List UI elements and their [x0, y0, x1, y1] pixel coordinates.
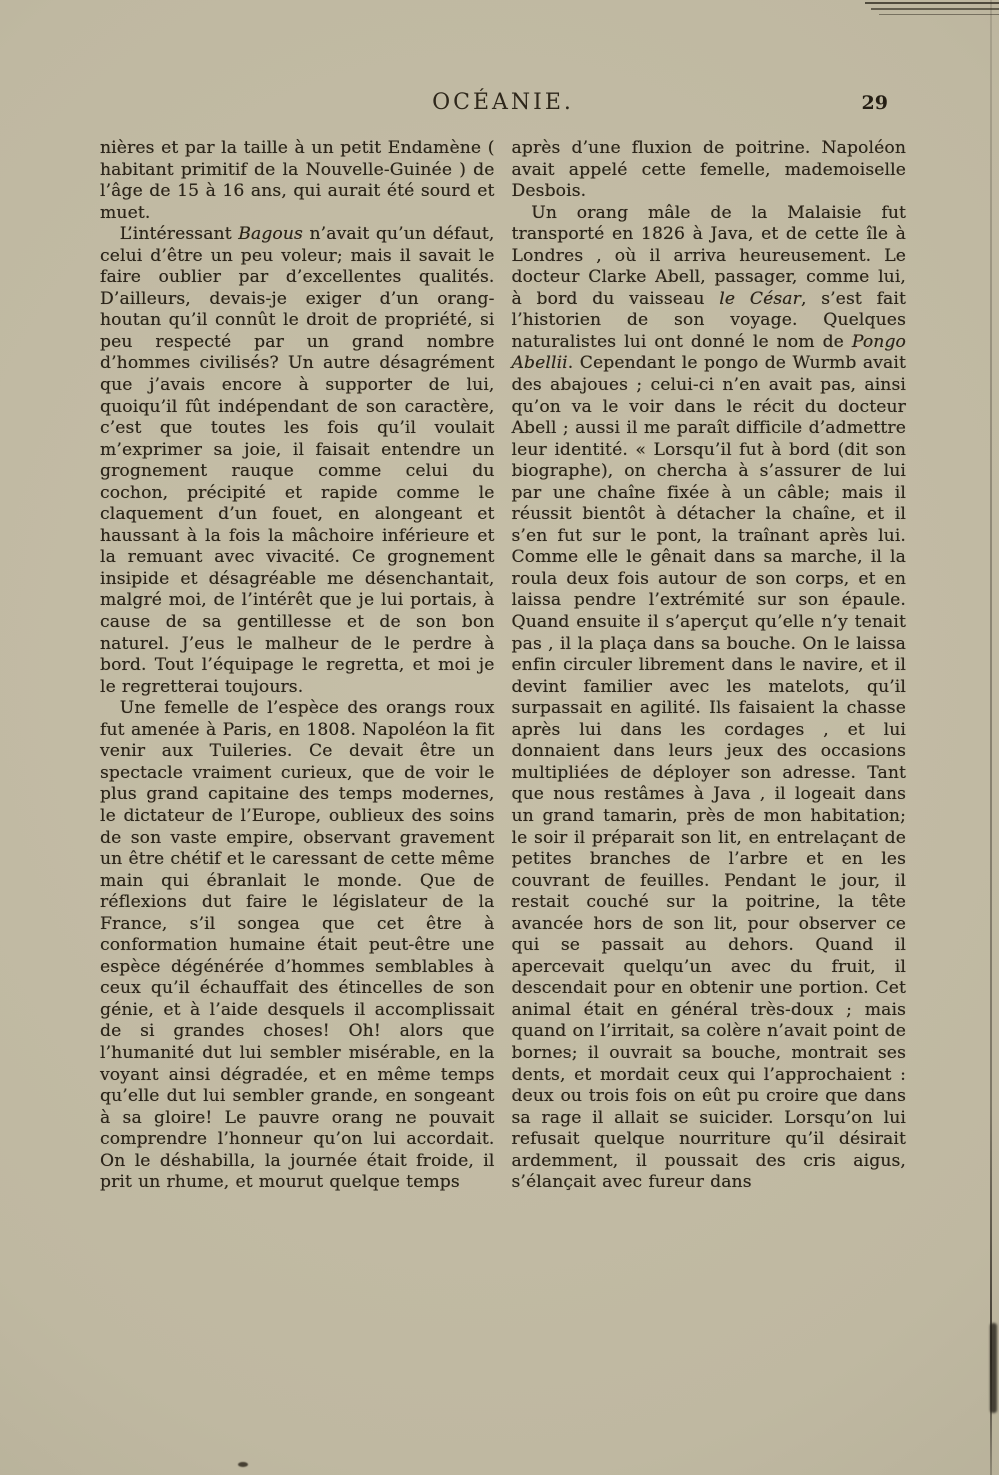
page-number: 29	[861, 92, 888, 114]
paragraph	[100, 138, 495, 224]
body-text: après d’une fluxion de poitrine. Napoléon avait appelé cette femelle, mademoiselle Desbois.	[511, 138, 906, 202]
scan-artifact-right-edge	[990, 0, 992, 1475]
body-text: Un orang mâle de la Malaisie fut transporté en 1826 à Java, et de cette île à Londres , où il arriva heureusement. Le docteur Clarke Abell, passager, comme lui, à bord du vaisseau	[511, 202, 906, 309]
italic-text: le César	[719, 288, 801, 309]
body-text: , s’est fait l’historien de son voyage. Quelques naturalistes lui ont donné le nom de	[511, 288, 906, 352]
paragraph	[100, 698, 495, 1194]
page-header	[100, 90, 906, 124]
text-column-left	[100, 138, 495, 1194]
body-text: n’avait qu’un défaut, celui d’être un peu voleur; mais il savait le faire oublier par d’excellentes qualités. D’ailleurs, devais-je exiger d’un orang-houtan qu’il connût le droit de propriété, si peu respecté par un grand nombre d’hommes civilisés? Un autre désagrément que j’avais encore à supporter de lui, quoiqu’il fût indépendant de son caractère, c’est que toutes les fois qu’il voulait m’exprimer sa joie, il faisait entendre un grognement rauque comme celui du cochon, précipité et rapide comme le claquement d’un fouet, en alongeant et haussant à la fois la mâchoire inférieure et la remuant avec vivacité. Ce grognement insipide et désagréable me désenchantait, malgré moi, de l’intérêt que je lui portais, à cause de sa gentillesse et de son bon naturel. J’eus le malheur de le perdre à bord. Tout l’équipage le regretta, et moi je le regretterai toujours.	[100, 224, 495, 697]
scan-artifact-corner-mark	[990, 1323, 997, 1413]
scan-artifact-top-edge-line	[871, 8, 999, 10]
page-title: OCÉANIE.	[432, 90, 574, 115]
paragraph	[512, 203, 907, 1194]
italic-text: Bagous	[238, 224, 303, 245]
two-column-text	[100, 138, 906, 1194]
scan-artifact-top-edge-line	[865, 2, 999, 4]
body-text: . Cependant le pongo de Wurmb avait des abajoues ; celui-ci n’en avait pas, ainsi qu’on va le voir dans le récit du docteur Abell ; aussi il me paraît difficile d’admettre leur identité. « Lorsqu’il fut à bord (dit son biographe), on chercha à s’assurer de lui par une chaîne fixée à un câble; mais il réussit bientôt à détacher la chaîne, et il s’en fut sur le pont, la traînant après lui. Comme elle le gênait dans sa marche, il la roula deux fois autour de son corps, et en laissa pendre l’extrémité sur son épaule. Quand ensuite il s’aperçut qu’elle n’y tenait pas , il la plaça dans sa bouche. On le laissa enfin circuler librement dans le navire, et il devint familier avec les matelots, qu’il surpassait en agilité. Ils faisaient la chasse après lui dans les cordages , et lui donnaient dans leurs jeux des occasions multipliées de déployer son adresse. Tant que nous restâmes à Java , il logeait dans un grand tamarin, près de mon habitation; le soir il préparait son lit, en entrelaçant de petites branches de l’arbre et en les couvrant de feuilles. Pendant le jour, il restait couché sur la poitrine, la tête avancée hors de son lit, pour observer ce qui se passait au dehors. Quand il apercevait quelqu’un avec du fruit, il descendait pour en obtenir une portion. Cet animal était en général très-doux ; mais quand on l’irritait, sa colère n’avait point de bornes; il ouvrait sa bouche, montrait ses dents, et mordait ceux qui l’approchaient : deux ou trois fois on eût pu croire que dans sa rage il allait se suicider. Lorsqu’on lui refusait quelque nourriture qu’il désirait ardemment, il poussait des cris aigus, s’élançait avec fureur dans	[511, 353, 906, 1193]
text-block	[100, 90, 906, 1194]
text-column-right	[512, 138, 907, 1194]
scan-artifact-speck	[238, 1462, 248, 1467]
body-text: L’intéressant	[119, 224, 239, 245]
italic-text: Pongo Abellii	[511, 331, 906, 374]
paragraph	[100, 224, 495, 698]
body-text: Une femelle de l’espèce des orangs roux fut amenée à Paris, en 1808. Napoléon la fit venir aux Tuileries. Ce devait être un spectacle vraiment curieux, que de voir le plus grand capitaine des temps modernes, le dictateur de l’Europe, oublieux des soins de son vaste empire, observant gravement un être chétif et le caressant de cette même main qui ébranlait le monde. Que de réflexions dut faire le législateur de la France, s’il songea que cet être à conformation humaine était peut-être une espèce dégénérée d’hommes semblables à ceux qu’il échauffait des étincelles de son génie, et à l’aide desquels il accomplissait de si grandes choses! Oh! alors que l’humanité dut lui sembler misérable, en la voyant ainsi dégradée, et en même temps qu’elle dut lui sembler grande, en songeant à sa gloire! Le pauvre orang ne pouvait comprendre l’honneur qu’on lui accordait. On le déshabilla, la journée était froide, il prit un rhume, et mourut quelque temps	[100, 698, 495, 1193]
body-text: nières et par la taille à un petit Endamène ( habitant primitif de la Nouvelle-Guinée ) de l’âge de 15 à 16 ans, qui aurait été sourd et muet.	[100, 138, 495, 223]
paragraph	[512, 138, 907, 203]
scan-artifact-top-edge-line	[879, 14, 999, 15]
